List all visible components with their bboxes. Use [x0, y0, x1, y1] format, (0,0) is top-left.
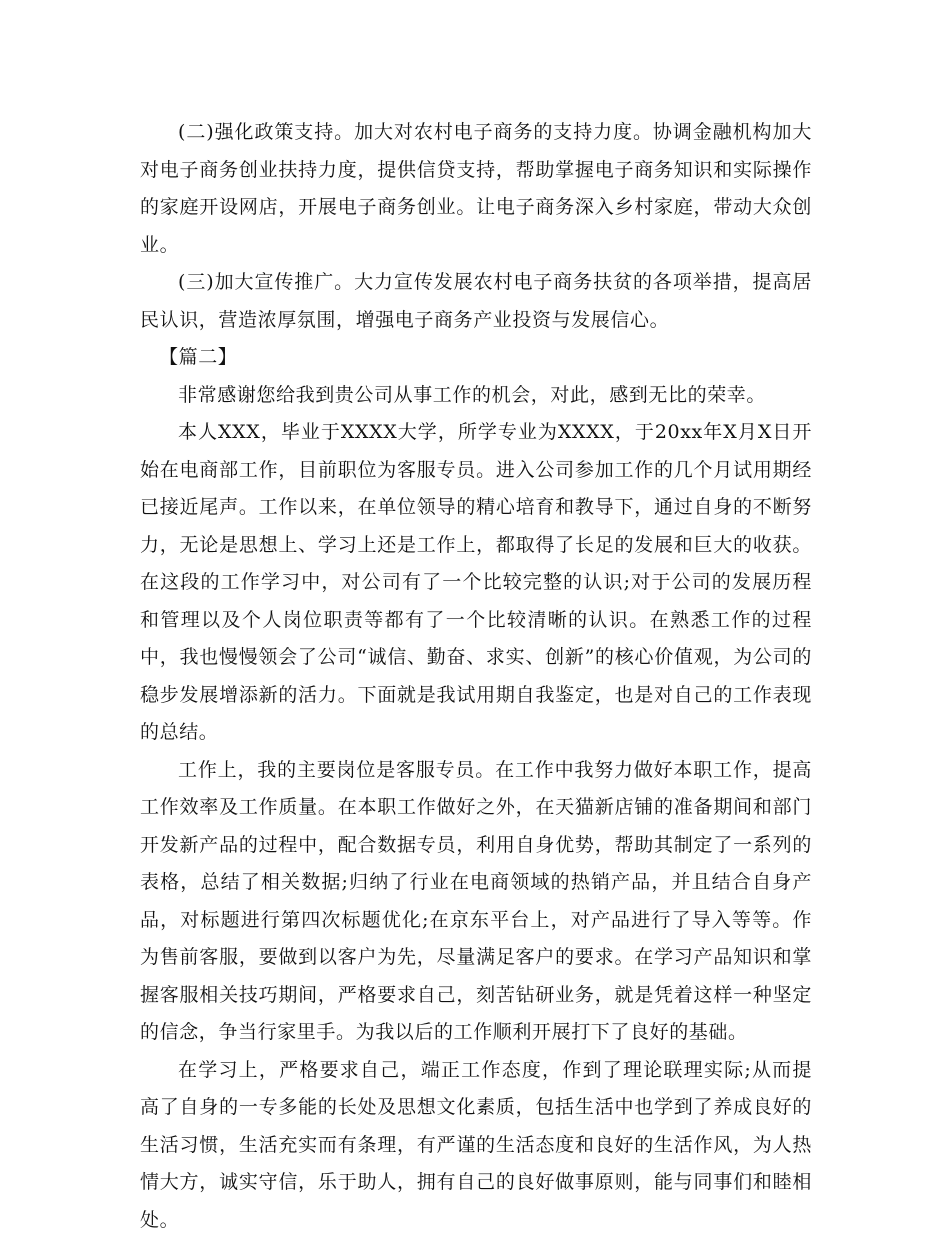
paragraph-publicity: (三)加大宣传推广。大力宣传发展农村电子商务扶贫的各项举措，提高居民认识，营造浓厚氛围，增强电子商务产业投资与发展信心。 [140, 264, 812, 339]
paragraph-study: 在学习上，严格要求自己，端正工作态度，作到了理论联理实际;从而提高了自身的一专多能的长处及思想文化素质，包括生活中也学到了养成良好的生活习惯，生活充实而有条理，有严谨的生活态度和良好的生活作风，为人热情大方，诚实守信，乐于助人，拥有自己的良好做事原则，能与同事们和睦相处。 [140, 1052, 812, 1239]
section-heading: 【篇二】 [140, 339, 812, 377]
paragraph-work: 工作上，我的主要岗位是客服专员。在工作中我努力做好本职工作，提高工作效率及工作质量。在本职工作做好之外，在天猫新店铺的准备期间和部门开发新产品的过程中，配合数据专员，利用自身优势，帮助其制定了一系列的表格，总结了相关数据;归纳了行业在电商领域的热销产品，并且结合自身产品，对标题进行第四次标题优化;在京东平台上，对产品进行了导入等等。作为售前客服，要做到以客户为先，尽量满足客户的要求。在学习产品知识和掌握客服相关技巧期间，严格要求自己，刻苦钻研业务，就是凭着这样一种坚定的信念，争当行家里手。为我以后的工作顺利开展打下了良好的基础。 [140, 752, 812, 1052]
document-body [140, 114, 812, 1239]
paragraph-policy-support: (二)强化政策支持。加大对农村电子商务的支持力度。协调金融机构加大对电子商务创业扶持力度，提供信贷支持，帮助掌握电子商务知识和实际操作的家庭开设网店，开展电子商务创业。让电子商务深入乡村家庭，带动大众创业。 [140, 114, 812, 264]
paragraph-introduction: 本人XXX，毕业于XXXX大学，所学专业为XXXX，于20xx年X月X日开始在电商部工作，目前职位为客服专员。进入公司参加工作的几个月试用期经已接近尾声。工作以来，在单位领导的精心培育和教导下，通过自身的不断努力，无论是思想上、学习上还是工作上，都取得了长足的发展和巨大的收获。在这段的工作学习中，对公司有了一个比较完整的认识;对于公司的发展历程和管理以及个人岗位职责等都有了一个比较清晰的认识。在熟悉工作的过程中，我也慢慢领会了公司“诚信、勤奋、求实、创新”的核心价值观，为公司的稳步发展增添新的活力。下面就是我试用期自我鉴定，也是对自己的工作表现的总结。 [140, 414, 812, 752]
paragraph-thanks: 非常感谢您给我到贵公司从事工作的机会，对此，感到无比的荣幸。 [140, 377, 812, 415]
